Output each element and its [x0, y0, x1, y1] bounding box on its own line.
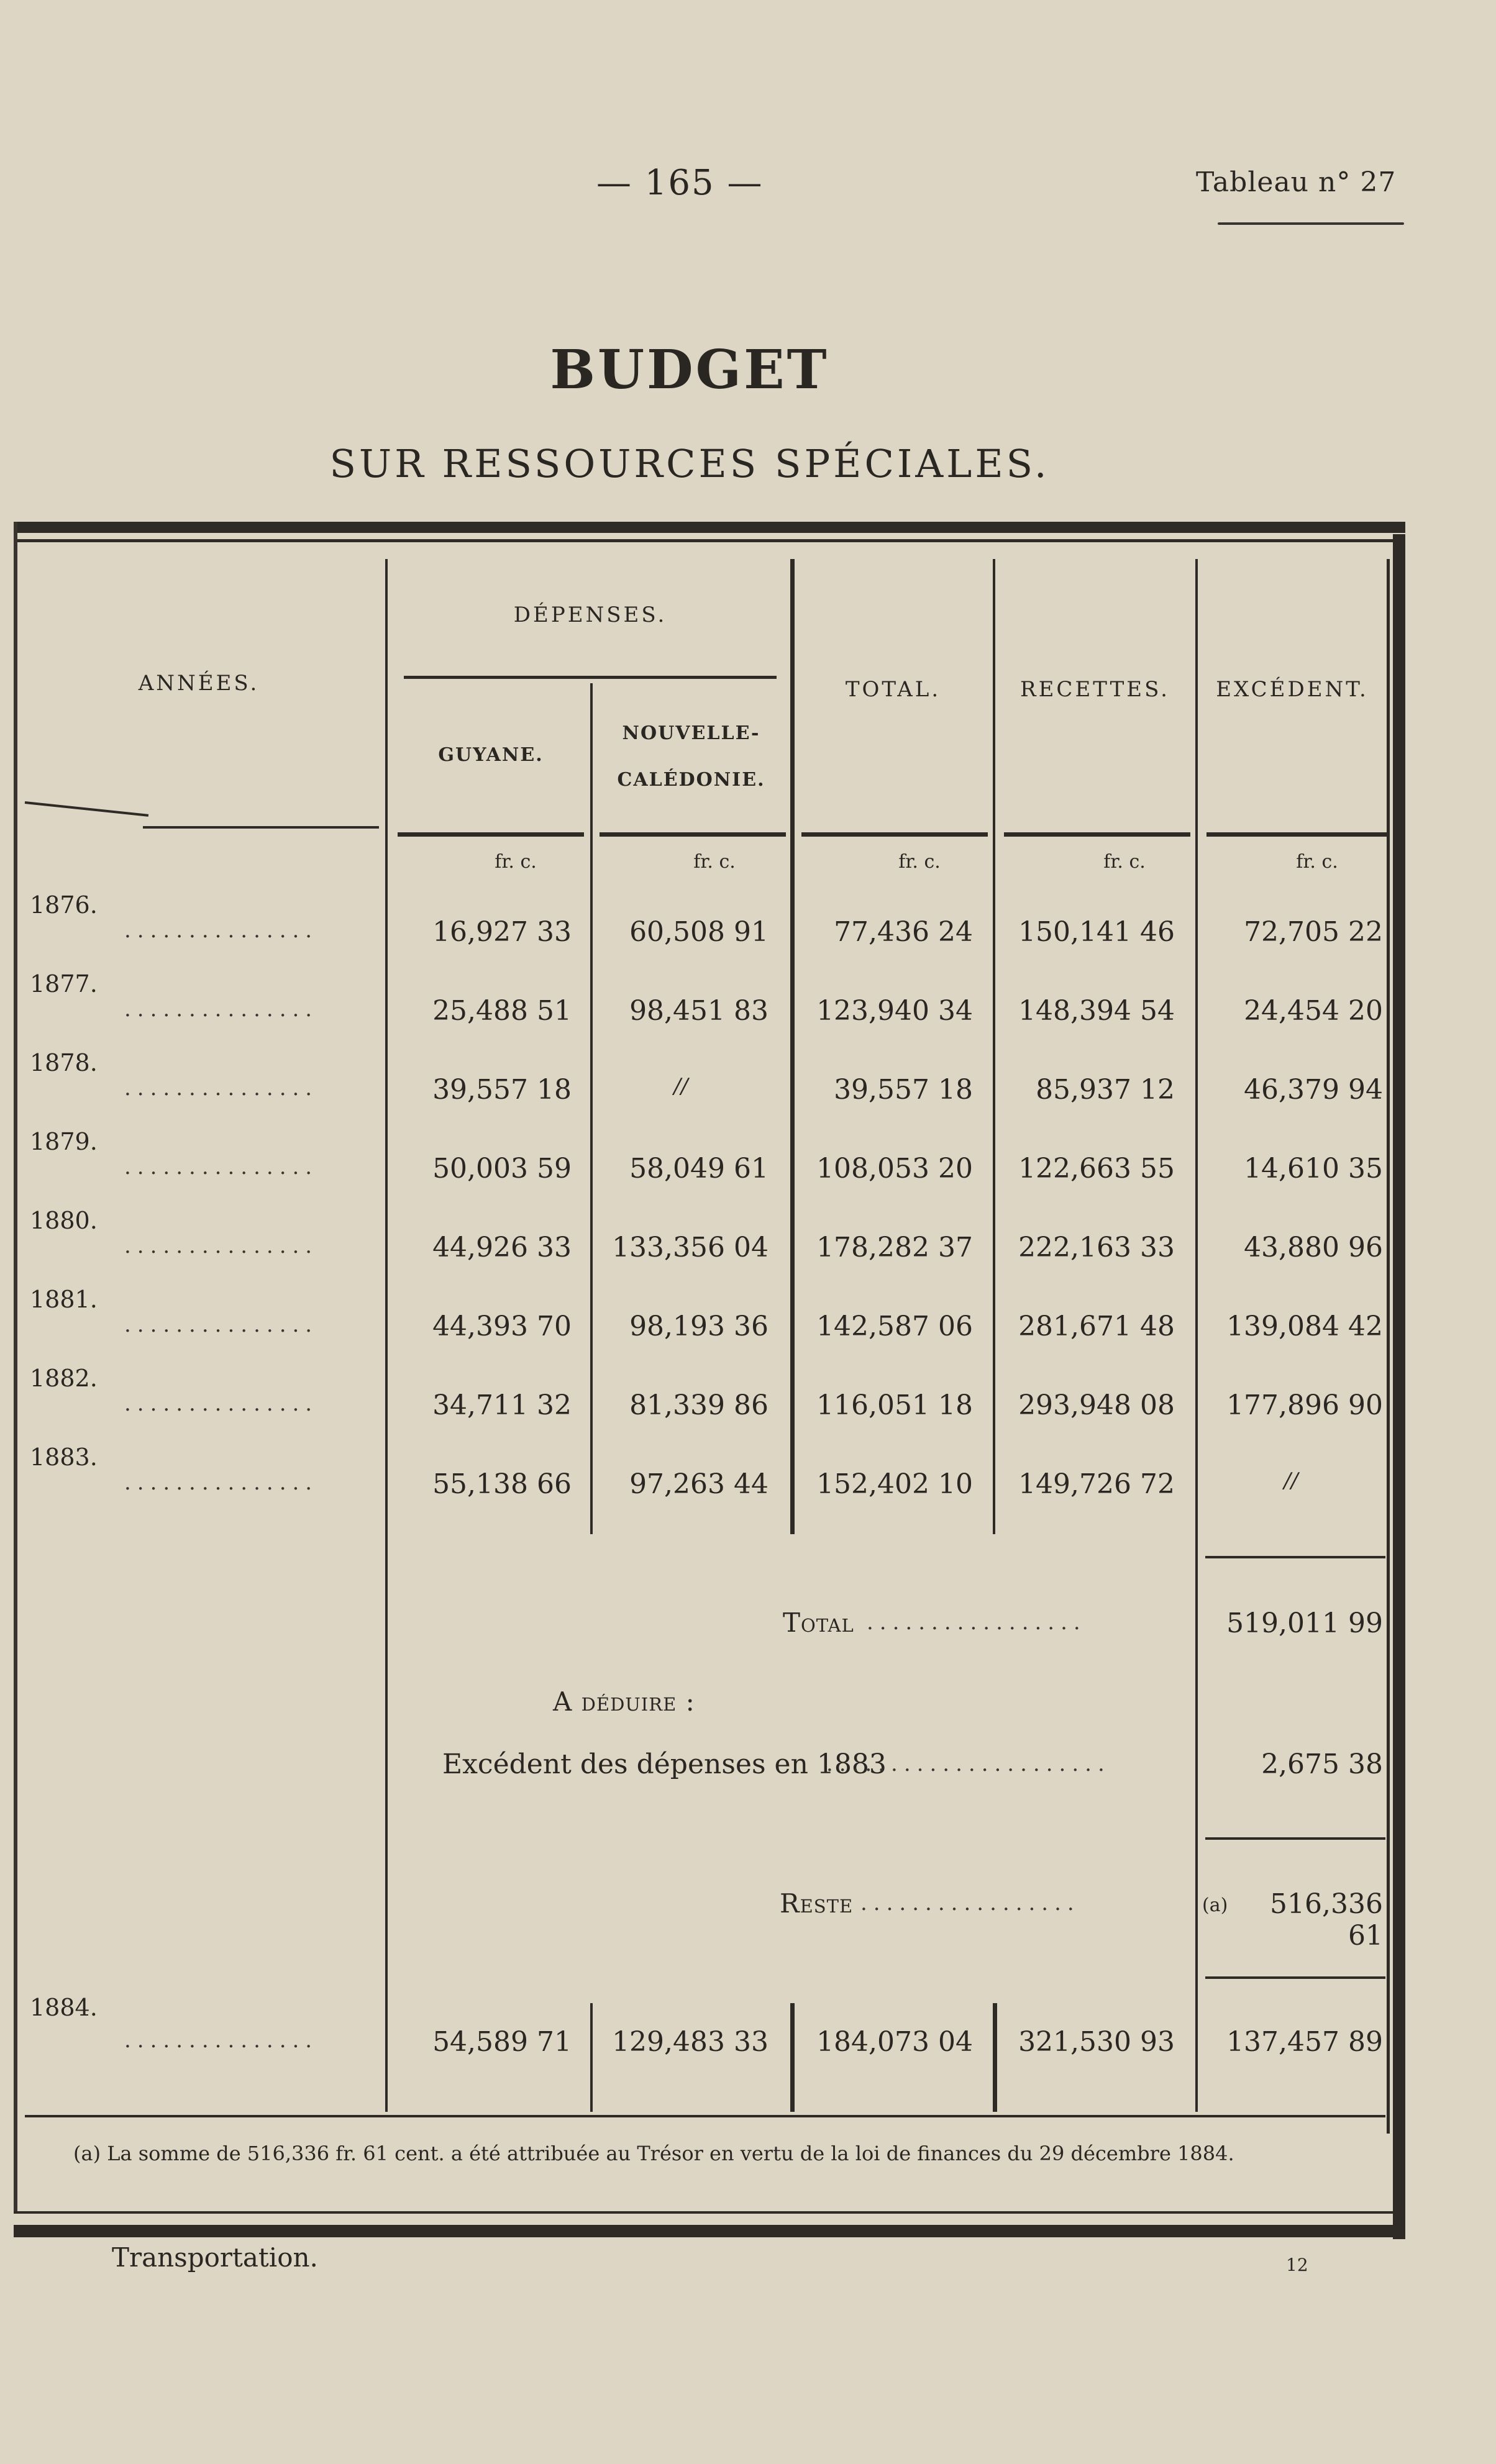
header-recettes: RECETTES.: [1020, 677, 1170, 702]
cell-nc-1884: 129,483 33: [612, 2026, 769, 2058]
table-frame-top-inner: [14, 539, 1405, 542]
row-year: 1876.: [30, 891, 98, 919]
total-value: 519,011 99: [1226, 1607, 1383, 1639]
cell-guyane-1884: 54,589 71: [432, 2026, 572, 2058]
cell-recettes: 222,163 33: [1018, 1232, 1175, 1263]
header-excedent: EXCÉDENT.: [1216, 677, 1369, 702]
leader-dots: ...............: [124, 1155, 319, 1180]
row-year: 1883.: [30, 1443, 98, 1471]
leader-dots: ...............: [124, 1076, 319, 1101]
page-number: — 165 —: [596, 163, 764, 203]
column-divider: [590, 2003, 593, 2112]
cell-excedent: 43,880 96: [1244, 1232, 1383, 1263]
footer-signature: 12: [1286, 2255, 1308, 2275]
cell-excedent: 139,084 42: [1226, 1311, 1383, 1342]
leader-dots: .................: [860, 1891, 1080, 1916]
leader-dots: ...............: [124, 2028, 319, 2053]
header-rule: [1004, 832, 1190, 837]
leader-dots: ...............: [124, 997, 319, 1022]
footnote: (a) La somme de 516,336 fr. 61 cent. a été attribuée au Trésor en vertu de la loi de finances du 29 décembre 1884.: [73, 2142, 1234, 2165]
cell-excedent: //: [1284, 1468, 1298, 1493]
depenses-rule: [404, 676, 777, 679]
a-deduire-label: A déduire :: [553, 1686, 695, 1717]
table-frame-right-inner: [1387, 559, 1390, 2134]
reste-value: 516,336 61: [1270, 1888, 1383, 1952]
summary-rule: [1205, 1837, 1385, 1840]
cell-excedent: 46,379 94: [1244, 1074, 1383, 1106]
header-nc-line2: CALÉDONIE.: [617, 769, 765, 791]
cell-nc: //: [673, 1074, 688, 1099]
column-divider: [385, 559, 388, 2112]
column-divider: [1195, 559, 1198, 2112]
cell-total: 142,587 06: [816, 1311, 973, 1342]
cell-guyane: 39,557 18: [432, 1074, 572, 1106]
cell-nc: 97,263 44: [629, 1468, 769, 1500]
page-subtitle: SUR RESSOURCES SPÉCIALES.: [329, 441, 1050, 486]
header-rule: [600, 832, 786, 837]
page-title: BUDGET: [550, 339, 829, 401]
annees-rule: [25, 801, 148, 817]
row-year: 1880.: [30, 1207, 98, 1234]
cell-guyane: 44,393 70: [432, 1311, 572, 1342]
summary-rule: [1205, 1556, 1385, 1558]
unit-label: fr. c.: [1103, 851, 1146, 873]
cell-nc: 133,356 04: [612, 1232, 769, 1263]
table-frame-left: [14, 522, 17, 2211]
header-total: TOTAL.: [845, 677, 941, 702]
total-label: Total: [783, 1607, 854, 1638]
cell-recettes: 293,948 08: [1018, 1389, 1175, 1421]
footnote-rule: [25, 2115, 1385, 2117]
summary-rule: [1205, 1976, 1385, 1979]
cell-nc: 98,451 83: [629, 995, 769, 1027]
cell-total: 108,053 20: [816, 1153, 973, 1184]
cell-total: 178,282 37: [816, 1232, 973, 1263]
table-reference: Tableau n° 27: [1196, 166, 1397, 198]
cell-excedent: 177,896 90: [1226, 1389, 1383, 1421]
excedent-depenses-label: Excédent des dépenses en 1883: [442, 1748, 887, 1780]
header-annees: ANNÉES.: [138, 671, 260, 696]
cell-total: 116,051 18: [816, 1389, 973, 1421]
cell-nc: 98,193 36: [629, 1311, 769, 1342]
leader-dots: ......................: [826, 1752, 1111, 1776]
cell-recettes: 148,394 54: [1018, 995, 1175, 1027]
cell-guyane: 55,138 66: [432, 1468, 572, 1500]
cell-excedent-1884: 137,457 89: [1226, 2026, 1383, 2058]
cell-recettes-1884: 321,530 93: [1018, 2026, 1175, 2058]
unit-label: fr. c.: [1296, 851, 1338, 873]
cell-recettes: 85,937 12: [1036, 1074, 1175, 1106]
leader-dots: .................: [867, 1610, 1087, 1635]
leader-dots: ...............: [124, 1234, 319, 1258]
unit-label: fr. c.: [495, 851, 537, 873]
cell-nc: 81,339 86: [629, 1389, 769, 1421]
footer-section-name: Transportation.: [112, 2242, 318, 2273]
cell-guyane: 50,003 59: [432, 1153, 572, 1184]
header-guyane: GUYANE.: [438, 744, 544, 766]
header-rule: [398, 832, 584, 837]
cell-nc: 60,508 91: [629, 916, 769, 948]
row-year: 1878.: [30, 1049, 98, 1076]
column-divider: [790, 559, 795, 1534]
column-divider: [790, 2003, 795, 2112]
cell-guyane: 25,488 51: [432, 995, 572, 1027]
cell-recettes: 149,726 72: [1018, 1468, 1175, 1500]
reste-note-marker: (a): [1202, 1894, 1228, 1916]
column-divider: [993, 559, 995, 1534]
cell-recettes: 150,141 46: [1018, 916, 1175, 948]
header-rule: [801, 832, 988, 837]
header-rule: [1206, 832, 1387, 837]
leader-dots: ...............: [124, 1470, 319, 1495]
row-year-1884: 1884.: [30, 1994, 98, 2021]
table-frame-bottom-inner: [14, 2211, 1405, 2214]
leader-dots: ...............: [124, 1391, 319, 1416]
cell-guyane: 34,711 32: [432, 1389, 572, 1421]
leader-dots: ...............: [124, 1312, 319, 1337]
cell-total: 77,436 24: [834, 916, 973, 948]
cell-excedent: 14,610 35: [1244, 1153, 1383, 1184]
excedent-depenses-value: 2,675 38: [1261, 1748, 1383, 1780]
row-year: 1882.: [30, 1365, 98, 1392]
cell-excedent: 72,705 22: [1244, 916, 1383, 948]
decorative-rule: [1218, 222, 1404, 225]
cell-total: 152,402 10: [816, 1468, 973, 1500]
table-frame-right: [1393, 534, 1405, 2239]
cell-excedent: 24,454 20: [1244, 995, 1383, 1027]
row-year: 1877.: [30, 970, 98, 998]
column-divider: [993, 2003, 997, 2112]
table-frame-top: [14, 522, 1405, 533]
column-divider: [590, 683, 593, 1534]
cell-total-1884: 184,073 04: [816, 2026, 973, 2058]
row-year: 1881.: [30, 1286, 98, 1313]
header-depenses: DÉPENSES.: [513, 602, 667, 627]
cell-guyane: 44,926 33: [432, 1232, 572, 1263]
cell-nc: 58,049 61: [629, 1153, 769, 1184]
unit-label: fr. c.: [898, 851, 941, 873]
reste-label: Reste: [780, 1888, 854, 1919]
leader-dots: ...............: [124, 918, 319, 943]
cell-total: 123,940 34: [816, 995, 973, 1027]
cell-recettes: 122,663 55: [1018, 1153, 1175, 1184]
unit-label: fr. c.: [693, 851, 736, 873]
cell-total: 39,557 18: [834, 1074, 973, 1106]
header-nc-line1: NOUVELLE-: [622, 722, 760, 744]
annees-rule: [143, 826, 379, 829]
row-year: 1879.: [30, 1128, 98, 1155]
table-frame-bottom: [14, 2225, 1405, 2237]
cell-guyane: 16,927 33: [432, 916, 572, 948]
cell-recettes: 281,671 48: [1018, 1311, 1175, 1342]
